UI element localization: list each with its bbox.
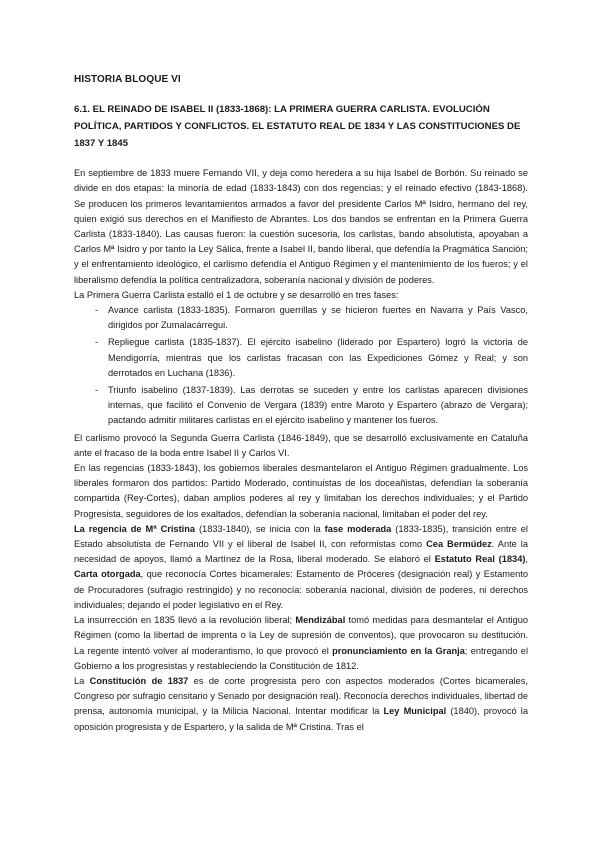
carlism-paragraph: El carlismo provocó la Segunda Guerra Carlista (1846-1849), que se desarrolló exclusivamente en Cataluña ante el fracaso de la boda entre Isabel II y Carlos VI. — [74, 432, 528, 458]
regency-text-3: . Ante la necesidad de apoyos, llamó a Martínez de la Rosa, liberal moderado. Se elaboró el — [74, 539, 528, 565]
regency-bold-estatuto-real: Estatuto Real (1834) — [434, 554, 526, 565]
insurrection-bold-granja: pronunciamiento en la Granja — [332, 645, 465, 656]
section-title: 6.1. EL REINADO DE ISABEL II (1833-1868): LA PRIMERA GUERRA CARLISTA. EVOLUCIÓN POLÍTICA, PARTIDOS Y CONFLICTOS. EL ESTATUTO REAL DE 1834 Y LAS CONSTITUCIONES DE 1837 Y 1845 — [74, 104, 521, 150]
regency-text-2: (1833-1835), transición entre el Estado absolutista de Fernando VII y el liberal de Isabel II, con reformistas como — [74, 523, 528, 550]
constitution-text-3: (1840), provocó la oposición progresista y de Espartero, y la salida de Mª Cristina. Tras el — [74, 706, 528, 732]
regency-bold-heading: La regencia de Mª Cristina — [74, 523, 196, 534]
regency-bold-cea-bermudez: Cea Bermúdez — [426, 539, 492, 550]
phase-item-2: - Repliegue carlista (1835-1837). El ejército isabelino (liderado por Espartero) logró la victoria de Mendigorría, mientras que los carlistas fracasan con las Expediciones Gómez y Real; y son derrotados en Luchana (1836). — [108, 335, 528, 381]
insurrection-bold-mendizabal: Mendizábal — [295, 615, 346, 626]
insurrection-text-1: La insurrección en 1835 llevó a la revolución liberal; — [74, 615, 296, 626]
regency-bold-carta-otorgada: Carta otorgada — [74, 569, 141, 580]
war-phases-list — [74, 303, 528, 429]
regency-text-4: , — [525, 554, 528, 565]
regency-text-1: (1833-1840), se inicia con la — [195, 523, 325, 534]
intro-paragraph: En septiembre de 1833 muere Fernando VII, y deja como heredera a su hija Isabel de Borbón. Su reinado se divide en dos etapas: la minoría de edad (1833-1843) con dos regencias; y el reinado efectivo (1843-1868). Se producen los primeros levantamientos armados a favor del presidente Carlos Mª Isidro, hermano del rey, quien exigió sus derechos en el Manifiesto de Abrantes. Los dos bandos se enfrentan en la Primera Guerra Carlista (1833-1840). Las causas fueron: la cuestión sucesoria, los carlistas, bando absolutista, apoyaban a Carlos Mª Isidro y por tanto la Ley Sálica, frente a Isabel II, bando liberal, que defendía la Pragmática Sanción; y el enfrentamiento ideológico, el carlismo defendía el Antiguo Régimen y el mantenimiento de los fueros; y el liberalismo defendía la política centralizadora, soberanía nacional y división de poderes. — [74, 168, 528, 285]
phase-item-1: - Avance carlista (1833-1835). Formaron guerrillas y se hicieron fuertes en Navarra y País Vasco, dirigidos por Zumalacárregui. — [108, 303, 528, 333]
constitution-1837-paragraph — [74, 674, 528, 735]
insurrection-text-2: tomó medidas para desmantelar el Antiguo Régimen (como la libertad de imprenta o la Ley de supresión de conventos), que provocaron su destitución. La regente intentó volver al moderantismo, lo que provocó el — [74, 615, 528, 656]
regency-text-5: , que reconocía Cortes bicamerales: Estamento de Próceres (designación real) y Estamento de Procuradores (sufragio restringido) y no reconocía: soberanía nacional, división de poderes, ni derechos individuales; dejando el poder legislativo en el Rey. — [74, 569, 528, 610]
phase-item-3: - Triunfo isabelino (1837-1839). Las derrotas se suceden y entre los carlistas aparecen divisiones internas, que facilitó el Convenio de Vergara (1839) entre Maroto y Espartero (abrazo de Vergara); pactando admitir militares carlistas en el ejército isabelino y mantener los fueros. — [108, 383, 528, 429]
insurrection-text-3: ; entregando el Gobierno a los progresistas y restableciendo la Constitución de 1812. — [74, 645, 528, 671]
regency-maria-cristina-paragraph — [74, 522, 528, 613]
constitution-bold-1837: Constitución de 1837 — [89, 675, 189, 686]
regency-bold-moderate-phase: fase moderada — [324, 523, 392, 534]
document-title: HISTORIA BLOQUE VI — [74, 74, 181, 85]
insurrection-paragraph — [74, 613, 528, 674]
constitution-text-2: es de corte progresista pero con aspectos moderados (Cortes bicamerales, Congreso por sufragio censitario y Senado por designación real). Reconocía derechos individuales, libertad de prensa, autonomía municipal, y la Milicia Nacional. Intentar modificar la — [74, 675, 528, 717]
constitution-bold-ley-municipal: Ley Municipal — [383, 706, 447, 717]
constitution-text-1: La — [74, 675, 90, 686]
regencies-paragraph: En las regencias (1833-1843), los gobiernos liberales desmantelaron el Antiguo Régimen gradualmente. Los liberales formaron dos partidos: Partido Moderado, continuistas de los doceañistas, defendían la soberanía compartida (Rey-Cortes), daban amplios poderes al rey y limitaban los derechos individuales; y el Partido Progresista, seguidores de los exaltados, defendían la soberanía nacional, limitaban el poder del rey. — [74, 463, 528, 519]
war-intro-paragraph: La Primera Guerra Carlista estalló el 1 de octubre y se desarrolló en tres fases: — [74, 289, 399, 300]
